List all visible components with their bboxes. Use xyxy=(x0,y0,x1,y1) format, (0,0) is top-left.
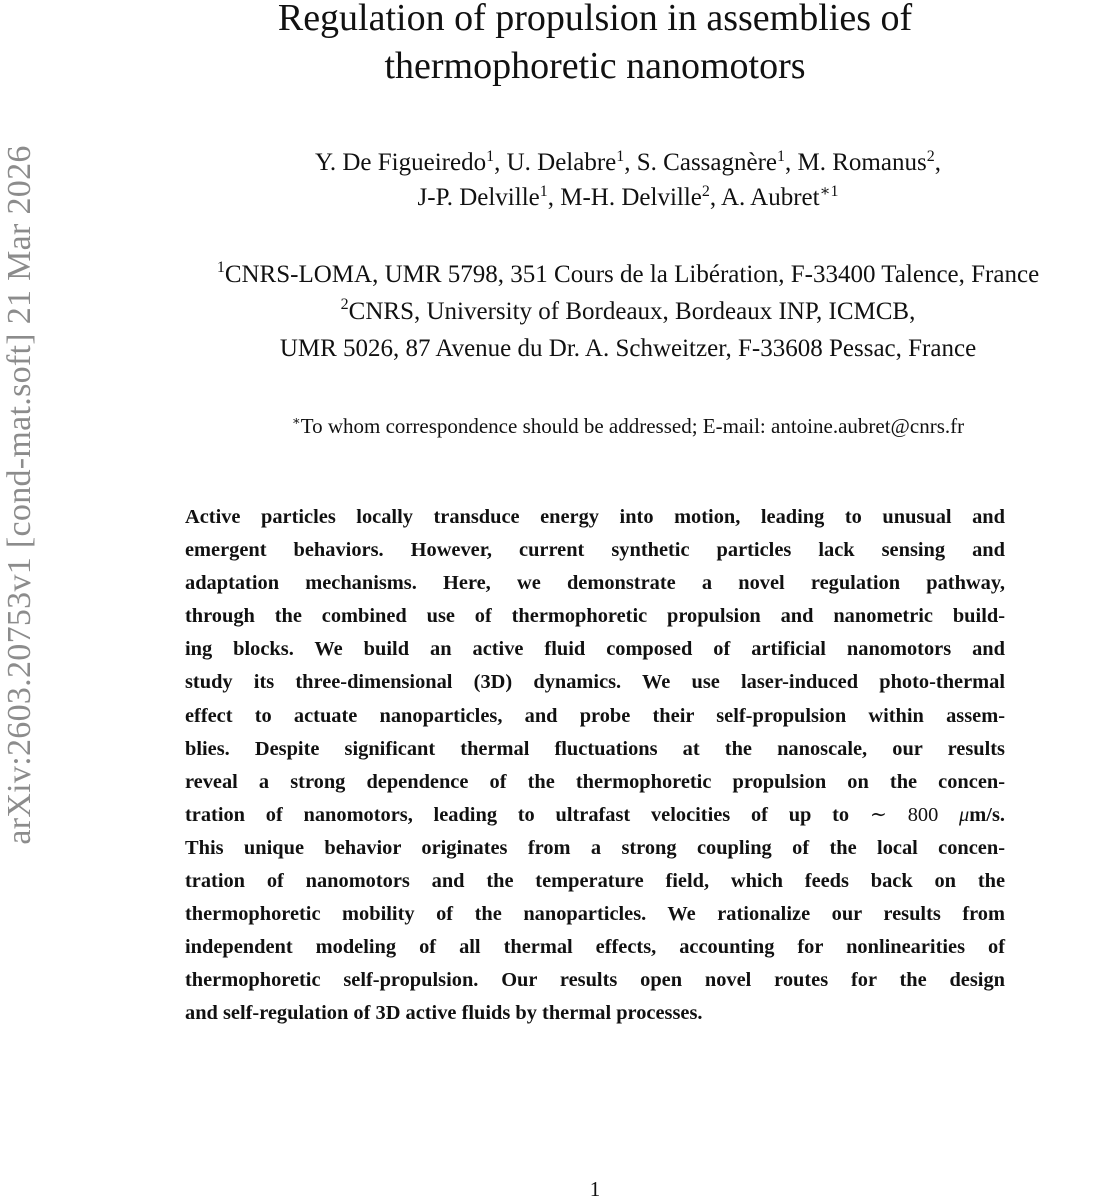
abstract-line: thermophoretic mobility of the nanoparticles. We rationalize our results from xyxy=(185,903,1005,926)
velocity-value: 800 xyxy=(907,803,939,826)
author-name: M. Romanus xyxy=(797,149,927,176)
author-affiliation-mark: 1 xyxy=(486,148,495,165)
abstract-line: blies. Despite significant thermal fluctuations at the nanoscale, our results xyxy=(185,737,1005,760)
author-name: S. Cassagnère xyxy=(636,149,778,176)
author-name: J-P. Delville xyxy=(417,184,540,211)
correspondence-text: To whom correspondence should be addressed; E-mail: antoine.aubret@cnrs.fr xyxy=(300,414,965,438)
correspondence-mark: ∗ xyxy=(291,413,301,428)
affiliation-1 xyxy=(0,256,1118,293)
affiliation-2 xyxy=(0,293,1118,330)
author-affiliation-mark: 2 xyxy=(701,183,710,200)
author-affiliation-mark: 1 xyxy=(777,148,786,165)
title-line-1: Regulation of propulsion in assemblies of xyxy=(277,0,913,39)
author-name: A. Aubret xyxy=(721,184,820,211)
abstract-line: reveal a strong dependence of the thermophoretic propulsion on the concen- xyxy=(185,770,1005,793)
author-affiliation-mark: 2 xyxy=(926,148,935,165)
affiliation-text: CNRS, University of Bordeaux, Bordeaux INP, ICMCB, xyxy=(348,298,916,325)
page-number: 1 xyxy=(589,1177,601,1201)
abstract-last-line: and self-regulation of 3D active fluids by thermal processes. xyxy=(185,1002,703,1025)
abstract-line: effect to actuate nanoparticles, and probe their self-propulsion within assem- xyxy=(185,704,1005,727)
author-line-2: J-P. Delville$^1$, M-H. Delville$^2$, A. Aubret$^{∗1}$ xyxy=(417,183,839,211)
abstract-line: This unique behavior originates from a strong coupling of the local concen- xyxy=(185,836,1005,859)
correspondence-note xyxy=(0,412,1118,440)
affiliation-text: CNRS-LOMA, UMR 5798, 351 Cours de la Libération, F-33400 Talence, France xyxy=(224,261,1040,288)
affiliation-mark: 2 xyxy=(340,296,349,313)
author-line-1: Y. De Figueiredo$^1$, U. Delabre$^1$, S. Cassagnère$^1$, M. Romanus$^2$, xyxy=(315,148,941,176)
abstract-line: thermophoretic self-propulsion. Our results open novel routes for the design xyxy=(185,969,1005,992)
abstract-line: emergent behaviors. However, current synthetic particles lack sensing and xyxy=(185,539,1005,562)
abstract-line: ing blocks. We build an active fluid composed of artificial nanomotors and xyxy=(185,638,1005,661)
author-name: Y. De Figueiredo xyxy=(315,149,487,176)
velocity-tilde: ∼ xyxy=(869,803,887,826)
abstract-line: independent modeling of all thermal effects, accounting for nonlinearities of xyxy=(185,936,1005,959)
velocity-unit: m/s. xyxy=(969,803,1005,826)
author-affiliation-mark: 1 xyxy=(616,148,625,165)
paper-title xyxy=(0,0,1118,90)
velocity-line-text: tration of nanomotors, leading to ultrafast velocities of up to xyxy=(185,803,850,826)
author-name: U. Delabre xyxy=(506,149,617,176)
affiliations xyxy=(0,256,1118,367)
author-name: M-H. Delville xyxy=(560,184,702,211)
arxiv-identifier[interactable]: arXiv:2603.20753v1 [cond-mat.soft] 21 Mar 2026 xyxy=(1,145,38,845)
title-line-2: thermophoretic nanomotors xyxy=(384,45,806,87)
abstract-line: study its three-dimensional (3D) dynamics. We use laser-induced photo-thermal xyxy=(185,671,1005,694)
abstract-line: through the combined use of thermophoretic propulsion and nanometric build- xyxy=(185,605,1005,628)
abstract-line: tration of nanomotors and the temperature field, which feeds back on the xyxy=(185,870,1005,893)
abstract-line: adaptation mechanisms. Here, we demonstrate a novel regulation pathway, xyxy=(185,572,1005,595)
affiliation-2-continued: UMR 5026, 87 Avenue du Dr. A. Schweitzer, F-33608 Pessac, France xyxy=(279,335,977,362)
abstract-velocity-line xyxy=(185,799,1005,832)
abstract xyxy=(185,501,1005,1031)
velocity-mu-symbol: μ xyxy=(959,803,970,826)
author-affiliation-mark: 1 xyxy=(539,183,548,200)
author-list xyxy=(0,145,1118,215)
abstract-line: Active particles locally transduce energy into motion, leading to unusual and xyxy=(185,506,1005,528)
author-affiliation-mark: ∗1 xyxy=(819,183,839,200)
affiliation-mark: 1 xyxy=(216,259,225,276)
